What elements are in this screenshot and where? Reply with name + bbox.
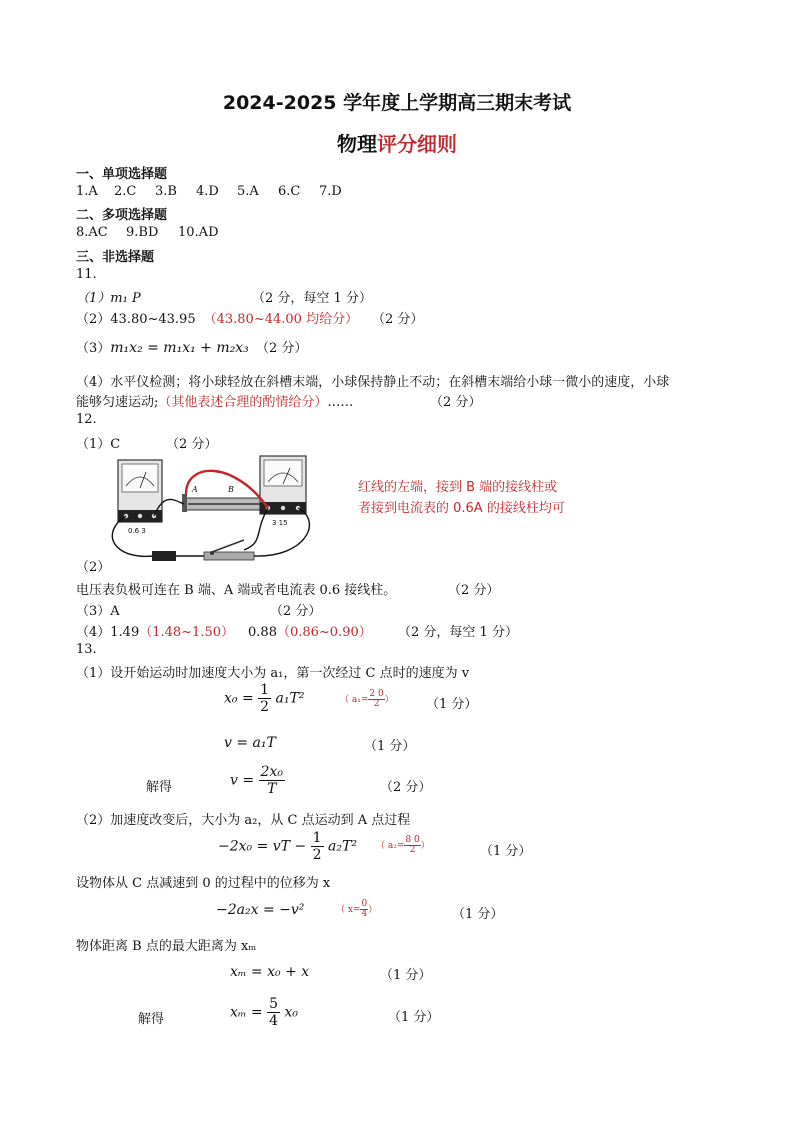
wire: [254, 508, 309, 556]
answer: 1.A: [76, 184, 98, 199]
q12-part4-emf: （4）1.49: [76, 625, 140, 640]
q13-part1-intro: （1）设开始运动时加速度大小为 a₁，第一次经过 C 点时的速度为 v: [76, 666, 470, 681]
q11-part1-score: （2 分，每空 1 分）: [252, 291, 372, 306]
q13-eq1-score: （1 分）: [426, 697, 478, 712]
switch: [204, 540, 254, 560]
answer: 3.B: [155, 184, 177, 199]
q13-eq4-score: （1 分）: [480, 844, 532, 859]
eq4-rhs: a₂T²: [328, 838, 357, 855]
right-meter-scale: 3 15: [272, 519, 288, 527]
q13-solve1-label: 解得: [146, 780, 173, 795]
q11-part2-score: （2 分）: [372, 312, 424, 327]
wire: [244, 508, 268, 550]
note-den: 2: [409, 845, 416, 855]
answer: 9.BD: [126, 225, 159, 240]
q13-eq7-score: （1 分）: [388, 1010, 440, 1025]
q12-part4: [76, 621, 372, 640]
q12-part1: （1）C: [76, 437, 121, 452]
page-subtitle: [0, 128, 794, 157]
q11-part2: [76, 308, 358, 327]
q11-part4-score: （2 分）: [430, 395, 482, 410]
q11-part2-note: （43.80~44.00 均给分）: [203, 312, 359, 327]
q11-part4-line2: [76, 391, 353, 410]
terminal-b-label: B: [228, 485, 234, 494]
subtitle-subject: 物理: [337, 132, 377, 156]
answer: 7.D: [319, 184, 342, 199]
answer: 4.D: [196, 184, 219, 199]
answer: 10.AD: [178, 225, 219, 240]
q12-part2-score: （2 分）: [448, 583, 500, 598]
q12-part3-score: （2 分）: [270, 604, 322, 619]
section-non-choice-heading: 三、非选择题: [76, 250, 155, 265]
q11-number: 11.: [76, 267, 97, 282]
q11-part4-line1: （4）水平仪检测；将小球轻放在斜槽末端，小球保持静止不动；在斜槽末端给小球一微小的速度，小球: [76, 375, 670, 390]
q12-part4-emf-range: （1.48~1.50）: [139, 625, 235, 640]
frac-num: 1: [260, 682, 270, 698]
fraction-five-quarters: [267, 996, 280, 1029]
subtitle-grading: 评分细则: [377, 132, 457, 156]
q11-part3: [76, 337, 249, 356]
note-text: （ a₂=: [376, 841, 405, 851]
note-text: （ x=: [336, 905, 361, 915]
answer: 2.C: [114, 184, 137, 199]
q13-eq7: [230, 996, 298, 1029]
q12-part4-resistance-range: （0.86~0.90）: [276, 625, 372, 640]
q12-part2-label: （2）: [76, 560, 111, 575]
answer: 5.A: [237, 184, 259, 199]
note-den: 4: [361, 909, 368, 919]
q13-eq5: −2a₂x = −v²: [216, 902, 305, 918]
q12-part3: （3）A: [76, 604, 120, 619]
note-num: 0: [361, 899, 368, 909]
section-single-choice-heading: 一、单项选择题: [76, 167, 168, 182]
frac-den: T: [267, 781, 277, 797]
q11-part4-text: 能够匀速运动;: [76, 395, 159, 410]
note-text: （ a₁=: [340, 695, 369, 705]
q13-part2-intro: （2）加速度改变后，大小为 a₂，从 C 点运动到 A 点过程: [76, 813, 411, 828]
terminal-a-label: A: [192, 485, 198, 494]
circuit-note-line1: 红线的左端，接到 B 端的接线柱或: [358, 480, 558, 495]
q13-number: 13.: [76, 642, 97, 657]
battery: [152, 551, 176, 561]
note-num: 2 0: [369, 689, 384, 699]
frac-den: 2: [312, 847, 322, 863]
left-meter-scale: 0.6 3: [128, 527, 146, 535]
note-num: 8 0: [405, 835, 420, 845]
note-text: ）: [384, 695, 394, 705]
fraction-half: [258, 682, 271, 715]
q13-solve2-label: 解得: [138, 1012, 165, 1027]
q13-eq3: [230, 764, 285, 797]
circuit-diagram: [104, 452, 354, 568]
q12-number: 12.: [76, 412, 97, 427]
answer: 8.AC: [76, 225, 108, 240]
q13-eq3-score: （2 分）: [380, 780, 432, 795]
q13-part2-text2: 设物体从 C 点减速到 0 的过程中的位移为 x: [76, 876, 331, 891]
frac-den: 2: [260, 699, 270, 715]
q13-eq6: xₘ = x₀ + x: [230, 964, 310, 980]
q12-part4-resistance: 0.88: [248, 625, 277, 640]
q11-part4-ellipsis: ……: [327, 395, 354, 410]
eq1-lhs: x₀ =: [224, 690, 254, 707]
q11-part3-score: （2 分）: [256, 341, 308, 356]
single-choice-answers: [76, 184, 342, 199]
note-fraction: [368, 690, 384, 709]
q13-eq6-score: （1 分）: [380, 968, 432, 983]
section-multi-choice-heading: 二、多项选择题: [76, 208, 168, 223]
q13-eq4: [218, 830, 357, 863]
frac-den: 4: [269, 1013, 279, 1029]
q12-part4-score: （2 分，每空 1 分）: [398, 625, 518, 640]
answer: 6.C: [278, 184, 301, 199]
multi-choice-answers: [76, 225, 219, 240]
q12-part1-score: （2 分）: [166, 437, 218, 452]
q13-eq5-note: [336, 900, 377, 919]
q11-part1-answer: （1）m₁ P: [76, 291, 141, 306]
q13-eq5-score: （1 分）: [452, 907, 504, 922]
q13-eq4-note: [376, 836, 430, 855]
frac-num: 1: [312, 830, 322, 846]
note-text: ）: [420, 841, 430, 851]
fraction-half: [311, 830, 324, 863]
eq7-rhs: x₀: [284, 1004, 299, 1021]
q11-part4-note: （其他表述合理的酌情给分）: [158, 395, 328, 410]
q11-part3-label: （3）: [76, 341, 111, 356]
resistance-wire: [182, 494, 268, 512]
circuit-note-line2: 者接到电流表的 0.6A 的接线柱均可: [358, 501, 565, 516]
page-title: 2024-2025 学年度上学期高三期末考试: [222, 92, 572, 114]
note-text: ）: [368, 905, 378, 915]
eq3-lhs: v =: [230, 772, 255, 789]
frac-num: 2x₀: [260, 764, 283, 780]
fraction-v: [259, 764, 285, 797]
q11-part2-answer: （2）43.80~43.95: [76, 312, 196, 327]
q13-eq2-score: （1 分）: [364, 739, 416, 754]
eq4-lhs: −2x₀ = vT −: [218, 838, 307, 855]
eq7-lhs: xₘ =: [230, 1004, 263, 1021]
q13-part2-text3: 物体距离 B 点的最大距离为 xₘ: [76, 939, 257, 954]
note-fraction: [404, 836, 420, 855]
eq1-rhs: a₁T²: [275, 690, 305, 707]
q13-eq2: v = a₁T: [224, 735, 276, 751]
q13-eq1-note: [340, 690, 394, 709]
q11-part3-equation: m₁x₂ = m₁x₁ + m₂x₃: [110, 340, 249, 356]
q11-part1: [76, 287, 141, 306]
frac-num: 5: [269, 996, 279, 1012]
q13-eq1: [224, 682, 304, 715]
note-den: 2: [373, 699, 380, 709]
q12-part2-text: 电压表负极可连在 B 端、A 端或者电流表 0.6 接线柱。: [76, 583, 397, 598]
